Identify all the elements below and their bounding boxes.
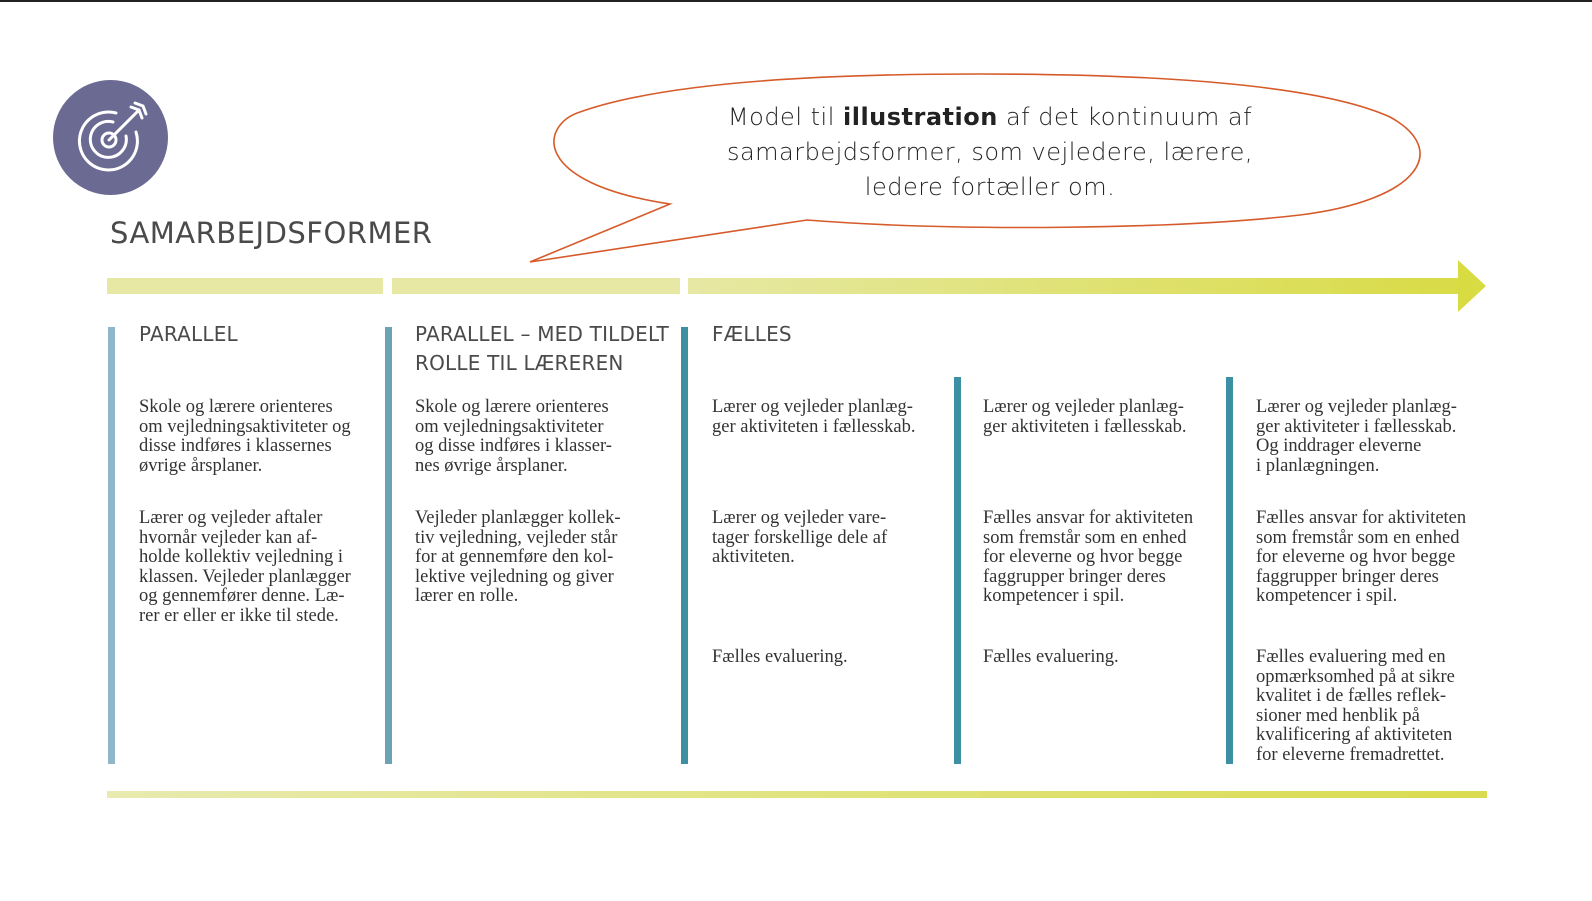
target-icon bbox=[53, 80, 168, 195]
column-heading-parallel: PARALLEL bbox=[139, 322, 238, 346]
cell-col1-row2: Lærer og vejleder aftaler hvornår vejleder kan af- holde kollektiv vejledning i klassen. Vejleder planlægger og gennemfører denne. Læ- rer er eller er ikke til stede. bbox=[139, 508, 351, 626]
cell-col4-row2: Fælles ansvar for aktiviteten som fremstår som en enhed for eleverne og hvor begge faggrupper bringer deres kompetencer i spil. bbox=[983, 508, 1194, 606]
progress-arrow bbox=[0, 255, 1592, 315]
top-border bbox=[0, 0, 1592, 2]
bottom-bar bbox=[107, 791, 1487, 798]
bar-segment-2 bbox=[392, 278, 680, 294]
bar-segment-1 bbox=[107, 278, 383, 294]
bar-segment-3 bbox=[688, 278, 1460, 294]
cell-col3-row1: Lærer og vejleder planlæg- ger aktiviteten i fællesskab. bbox=[712, 397, 916, 437]
column-divider-2 bbox=[385, 327, 392, 764]
cell-col2-row1: Skole og lærere orienteres om vejledningsaktiviteter og disse indføres i klasser- nes øvrige årsplaner. bbox=[415, 397, 612, 476]
cell-col5-row2: Fælles ansvar for aktiviteten som fremstår som en enhed for eleverne og hvor begge faggrupper bringer deres kompetencer i spil. bbox=[1256, 508, 1467, 606]
cell-col5-row3: Fælles evaluering med en opmærksomhed på at sikre kvalitet i de fælles reflek- sioner med henblik på kvalificering af aktiviteten for eleverne fremadrettet. bbox=[1256, 647, 1455, 765]
column-divider-3 bbox=[681, 327, 688, 764]
cell-col1-row1: Skole og lærere orienteres om vejledningsaktiviteter og disse indføres i klassernes øvrige årsplaner. bbox=[139, 397, 351, 476]
cell-col5-row1: Lærer og vejleder planlæg- ger aktiviteter i fællesskab. Og inddrager eleverne i planlægningen. bbox=[1256, 397, 1457, 476]
arrow-head bbox=[1458, 260, 1486, 312]
cell-col4-row1: Lærer og vejleder planlæg- ger aktiviteten i fællesskab. bbox=[983, 397, 1187, 437]
column-divider-1 bbox=[108, 327, 115, 764]
cell-col3-row2: Lærer og vejleder vare- tager forskellige dele af aktiviteten. bbox=[712, 508, 888, 567]
cell-col3-row3: Fælles evaluering. bbox=[712, 647, 848, 667]
bubble-text: Model til illustration af det kontinuum af samarbejdsformer, som vejledere, lærere, ledere fortæller om. bbox=[726, 103, 1254, 201]
page-title: SAMARBEJDSFORMER bbox=[110, 216, 433, 250]
column-heading-parallel-role: PARALLEL – MED TILDELT ROLLE TIL LÆREREN bbox=[415, 322, 669, 375]
column-divider-5 bbox=[1226, 377, 1233, 764]
cell-col2-row2: Vejleder planlægger kollek- tiv vejledning, vejleder står for at gennemføre den kol- lektive vejledning og giver lærer en rolle. bbox=[415, 508, 621, 606]
column-heading-faelles: FÆLLES bbox=[712, 322, 792, 346]
column-divider-4 bbox=[954, 377, 961, 764]
cell-col4-row3: Fælles evaluering. bbox=[983, 647, 1119, 667]
